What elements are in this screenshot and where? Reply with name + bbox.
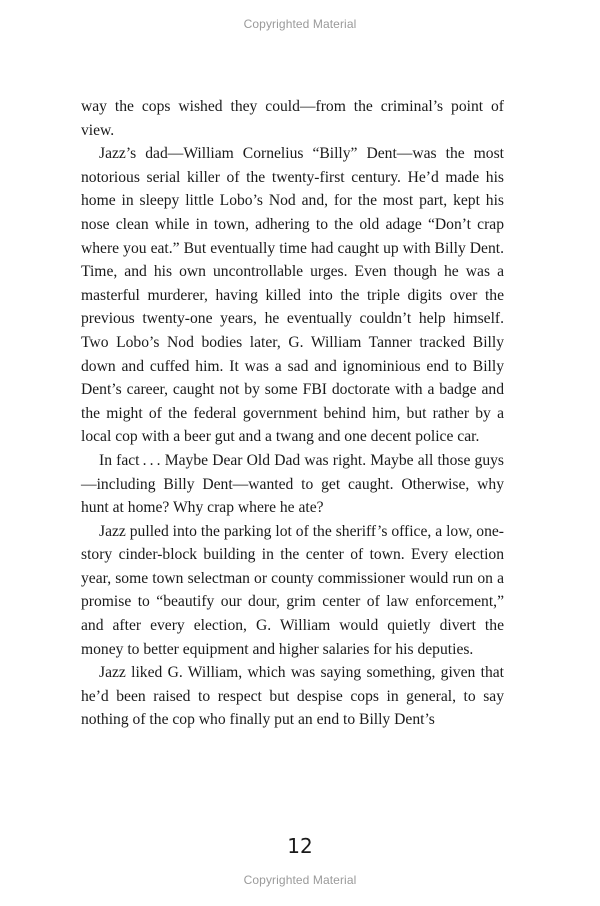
copyright-watermark-top: Copyrighted Material <box>243 17 357 31</box>
paragraph: Jazz pulled into the parking lot of the sheriff’s office, a low, one-story cinder-block building in the center of town. Every election year, some town selectman or county commissioner would run on a promise to “beautify our dour, grim center of law enforcement,” and after every election, G. William would quietly divert the money to better equipment and higher salaries for his deputies. <box>81 522 504 658</box>
copyright-watermark-bottom: Copyrighted Material <box>243 873 357 887</box>
paragraph: Jazz liked G. William, which was saying something, given that he’d been raised to respect but despise cops in general, to say nothing of the cop who finally put an end to Billy Dent’s <box>81 664 504 729</box>
page-body <box>81 95 504 732</box>
paragraph-continued: way the cops wished they could—from the criminal’s point of view. <box>81 98 504 139</box>
paragraph: Jazz’s dad—William Cornelius “Billy” Dent—was the most notorious serial killer of the twenty-first century. He’d made his home in sleepy little Lobo’s Nod and, for the most part, kept his nose clean while in town, adhering to the old adage “Don’t crap where you eat.” But eventually time had caught up with Billy Dent. Time, and his own uncontrollable urges. Even though he was a masterful murderer, having killed into the triple digits over the previous twenty-one years, he eventually couldn’t help himself. Two Lobo’s Nod bodies later, G. William Tanner tracked Billy down and cuffed him. It was a sad and ignominious end to Billy Dent’s career, caught not by some FBI doctorate with a badge and the might of the federal government behind him, but rather by a local cop with a beer gut and a twang and one decent police car. <box>81 145 504 446</box>
page-number: 12 <box>287 834 313 858</box>
paragraph: In fact . . . Maybe Dear Old Dad was right. Maybe all those guys—including Billy Dent—wanted to get caught. Otherwise, why hunt at home? Why crap where he ate? <box>81 451 504 517</box>
